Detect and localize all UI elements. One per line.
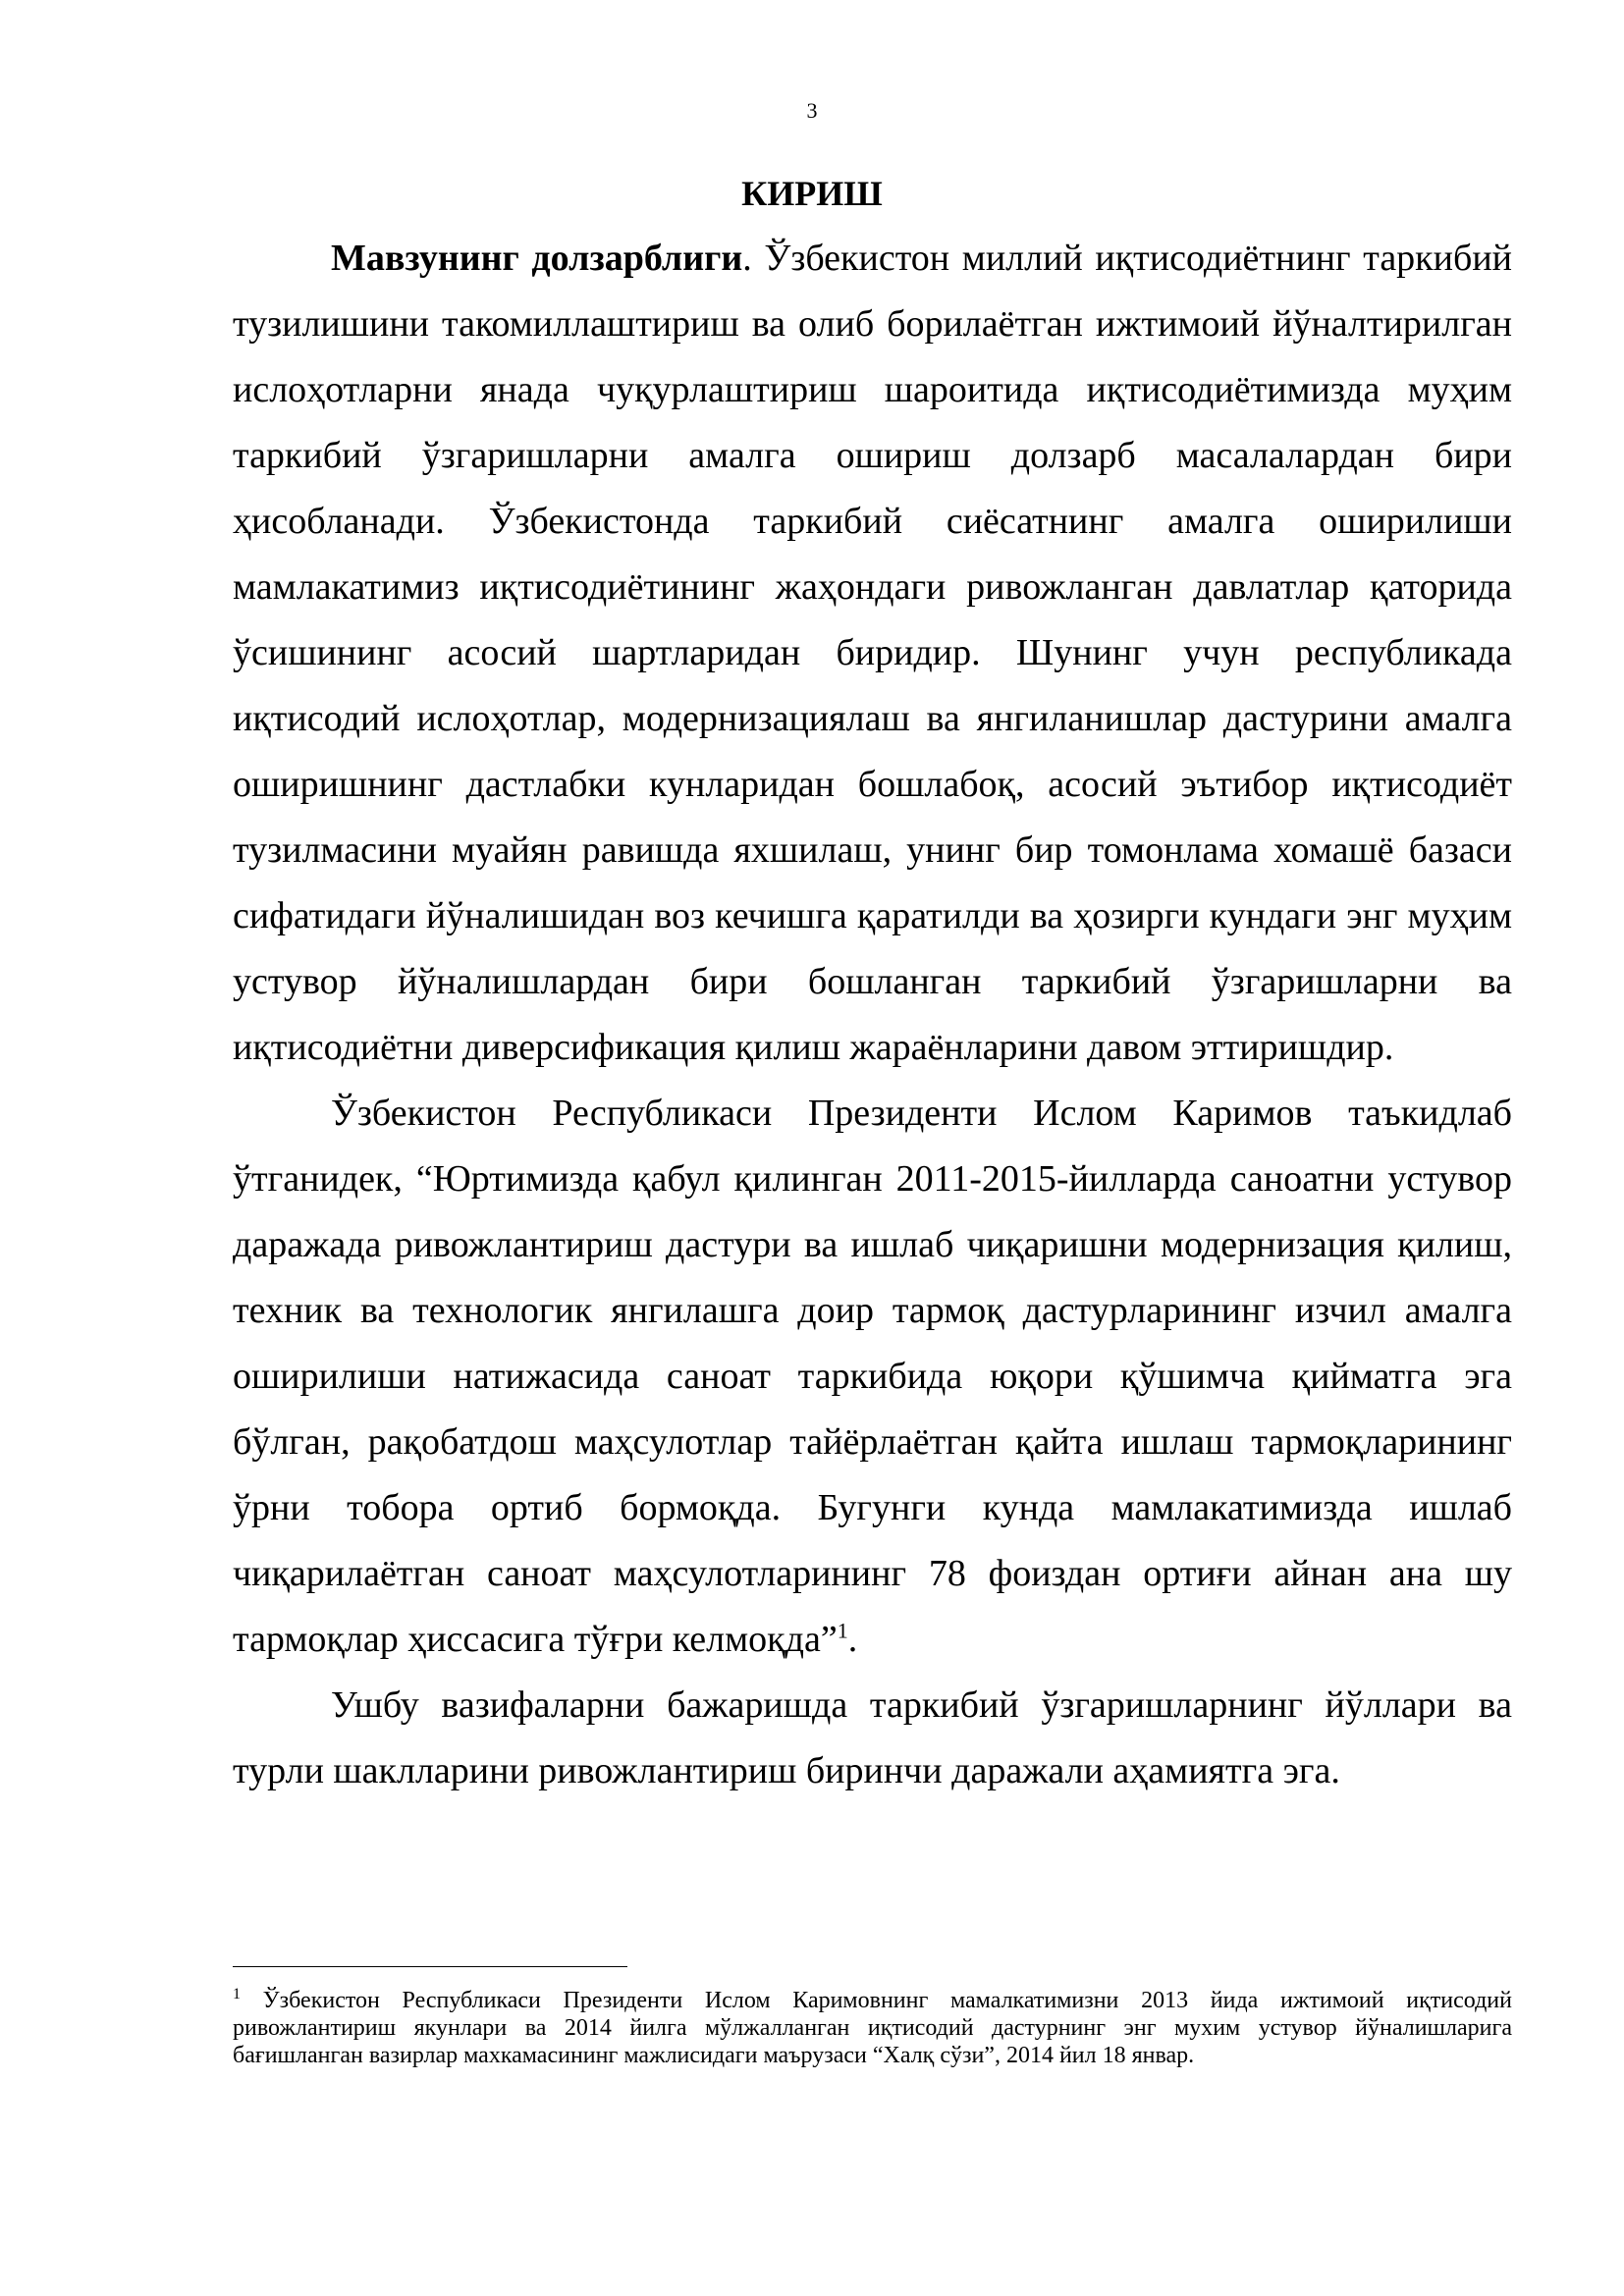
paragraph-relevance [233,226,1512,1081]
footnote-text: Ўзбекистон Республикаси Президенти Ислом Каримовнинг мамалкатимизни 2013 йида ижтимоий иқтисодий ривожлантириш якунлари ва 2014 йилга мўлжалланган иқтисодий дастурнинг энг мухим устувор йўналишларига бағишланган вазирлар махкамасининг мажлисидаги маърузаси “Халқ сўзи”, 2014 йил 18 январ. [233,1988,1512,2068]
main-text [233,226,1512,1804]
section-title: КИРИШ [741,174,883,213]
quote-text: Ўзбекистон Республикаси Президенти Ислом Каримов таъкидлаб ўтганидек, “Юртимизда қабул қилинган 2011-2015-йилларда саноатни устувор даражада ривожлантириш дастури ва ишлаб чиқаришни модернизация қилиш, техник ва технологик янгилашга доир тармоқ дастурларининг изчил амалга оширилиши натижасида саноат таркибида юқори қўшимча қийматга эга бўлган, рақобатдош маҳсулотлар тайёрлаётган қайта ишлаш тармоқларининг ўрни тобора ортиб бормоқда. Бугунги кунда мамлакатимизда ишлаб чиқарилаётган саноат маҳсулотларининг 78 фоиздан ортиғи айнан ана шу тармоқлар ҳиссасига тўғри келмоқда” [233,1093,1512,1660]
footnote-reference[interactable]: 1 [837,1618,848,1643]
relevance-heading: Мавзунинг долзарблиги [331,238,743,279]
page-number: 3 [806,98,818,123]
footnote-marker: 1 [233,1986,241,2002]
relevance-heading-period: . [742,238,752,279]
paragraph-tasks [233,1673,1512,1804]
footnote-divider [233,1966,627,1967]
paragraph-president-quote [233,1081,1512,1673]
relevance-text: Ўзбекистон миллий иқтисодиётнинг таркибий тузилишини такомиллаштириш ва олиб борилаётган ижтимоий йўналтирилган ислоҳотларни янада чуқурлаштириш шароитида иқтисодиётимизда муҳим таркибий ўзгаришларни амалга ошириш долзарб масалалардан бири ҳисобланади. Ўзбекистонда таркибий сиёсатнинг амалга оширилиши мамлакатимиз иқтисодиётининг жаҳондаги ривожланган давлатлар қаторида ўсишининг асосий шартларидан биридир. Шунинг учун республикада иқтисодий ислоҳотлар, модернизациялаш ва янгиланишлар дастурини амалга оширишнинг дастлабки кунларидан бошлабоқ, асосий эътибор иқтисодиёт тузилмасини муайян равишда яхшилаш, унинг бир томонлама хомашё базаси сифатидаги йўналишидан воз кечишга қаратилди ва ҳозирги кундаги энг муҳим устувор йўналишлардан бири бошланган таркибий ўзгаришларни ва иқтисодиётни диверсификация қилиш жараёнларини давом эттиришдир. [233,238,1512,1068]
footnote [233,1987,1512,2069]
quote-text-end: . [847,1619,858,1660]
tasks-text: Ушбу вазифаларни бажаришда таркибий ўзгаришларнинг йўллари ва турли шаклларини ривожлантириш биринчи даражали аҳамиятга эга. [233,1684,1512,1791]
